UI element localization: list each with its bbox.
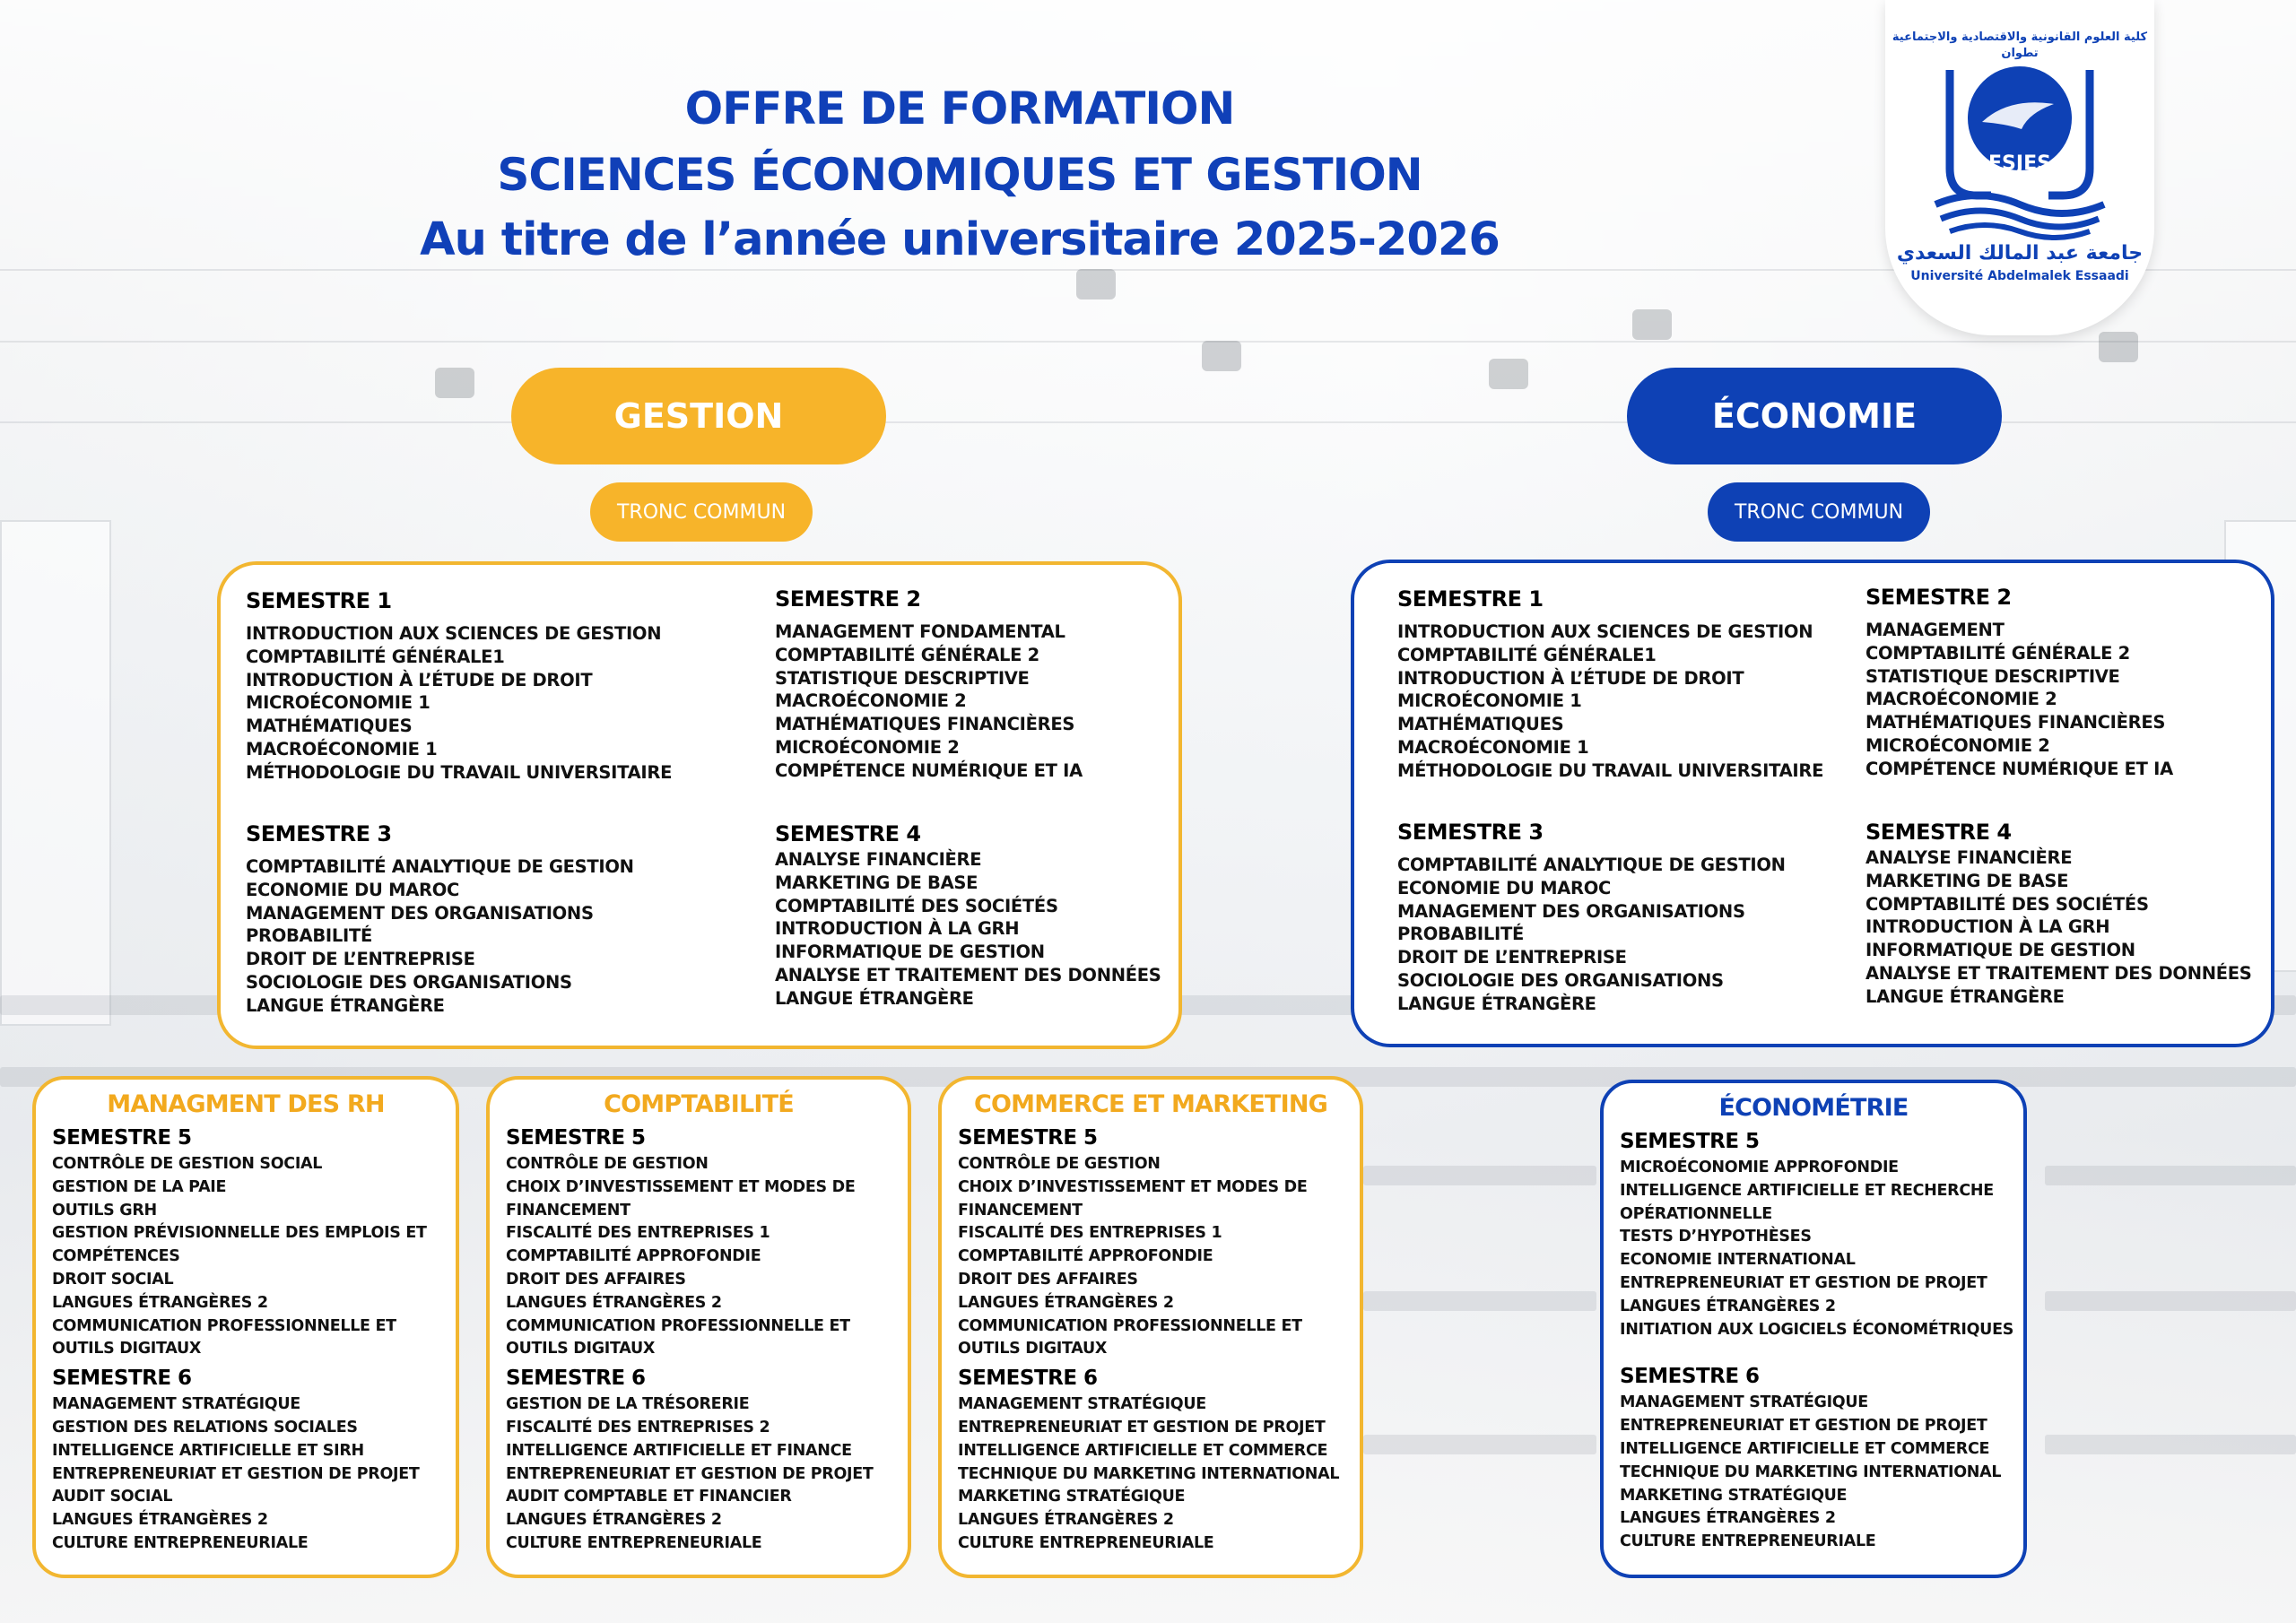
course-item: TESTS D’HYPOTHÈSES — [1620, 1228, 1812, 1246]
course-item: MARKETING STRATÉGIQUE — [958, 1488, 1186, 1506]
specialization-comptabilite-box — [486, 1076, 911, 1578]
course-item: PROBABILITÉ — [246, 925, 372, 947]
course-item: ANALYSE FINANCIÈRE — [1866, 847, 2073, 868]
logo-arabic-university: جامعة عبد المالك السعدي — [1896, 242, 2144, 265]
course-item: INITIATION AUX LOGICIELS ÉCONOMÉTRIQUES — [1620, 1320, 2014, 1339]
course-item: AUDIT COMPTABLE ET FINANCIER — [506, 1488, 792, 1506]
semester-title: SEMESTRE 5 — [958, 1126, 1098, 1150]
course-item: TECHNIQUE DU MARKETING INTERNATIONAL — [1620, 1462, 2002, 1481]
course-item: INFORMATIQUE DE GESTION — [775, 942, 1045, 963]
semester-title: SEMESTRE 2 — [1866, 585, 2012, 610]
course-item: MICROÉCONOMIE 1 — [1397, 690, 1582, 712]
course-item: ANALYSE ET TRAITEMENT DES DONNÉES — [1866, 962, 2252, 984]
course-item: INFORMATIQUE DE GESTION — [1866, 940, 2135, 961]
course-item: FISCALITÉ DES ENTREPRISES 1 — [506, 1224, 770, 1243]
course-item: MATHÉMATIQUES FINANCIÈRES — [1866, 712, 2166, 733]
course-item: DROIT DES AFFAIRES — [958, 1270, 1138, 1289]
course-item: STATISTIQUE DESCRIPTIVE — [775, 667, 1030, 689]
course-item: COMMUNICATION PROFESSIONNELLE ET OUTILS DIGITAUX — [52, 1316, 396, 1358]
page-title-line2: SCIENCES ÉCONOMIQUES ET GESTION — [497, 149, 1422, 201]
course-item: PROBABILITÉ — [1397, 924, 1524, 945]
course-item: LANGUES ÉTRANGÈRES 2 — [506, 1293, 722, 1312]
semester-title: SEMESTRE 5 — [52, 1126, 192, 1150]
gestion-tronc-commun-pill: TRONC COMMUN — [590, 482, 813, 542]
course-item: MATHÉMATIQUES — [1397, 714, 1564, 735]
course-item: GESTION PRÉVISIONNELLE DES EMPLOIS ET COMPÉTENCES — [52, 1224, 427, 1266]
course-item: MANAGEMENT DES ORGANISATIONS — [1397, 900, 1745, 922]
economie-tronc-commun-pill: TRONC COMMUN — [1708, 482, 1930, 542]
course-item: GESTION DE LA PAIE — [52, 1177, 227, 1196]
semester-title: SEMESTRE 6 — [506, 1367, 646, 1391]
course-item: ENTREPRENEURIAT ET GESTION DE PROJET — [958, 1418, 1326, 1436]
semester-title: SEMESTRE 3 — [246, 821, 392, 846]
course-item: MARKETING DE BASE — [775, 872, 978, 893]
course-item: LANGUES ÉTRANGÈRES 2 — [958, 1511, 1174, 1530]
course-item: SOCIOLOGIE DES ORGANISATIONS — [246, 971, 572, 993]
course-item: LANGUES ÉTRANGÈRES 2 — [958, 1293, 1174, 1312]
course-item: COMPTABILITÉ DES SOCIÉTÉS — [775, 895, 1058, 916]
course-item: MÉTHODOLOGIE DU TRAVAIL UNIVERSITAIRE — [246, 761, 673, 783]
course-item: ECONOMIE DU MAROC — [246, 879, 459, 900]
course-item: ENTREPRENEURIAT ET GESTION DE PROJET — [1620, 1273, 1987, 1292]
course-item: LANGUES ÉTRANGÈRES 2 — [1620, 1509, 1836, 1528]
gestion-semester-3 — [246, 821, 634, 1018]
course-item: ENTREPRENEURIAT ET GESTION DE PROJET — [506, 1464, 874, 1483]
semester-title: SEMESTRE 6 — [958, 1367, 1098, 1391]
course-item: COMPTABILITÉ ANALYTIQUE DE GESTION — [1397, 855, 1786, 875]
course-item: LANGUES ÉTRANGÈRES 2 — [506, 1511, 722, 1530]
course-item: ECONOMIE DU MAROC — [1397, 877, 1611, 898]
logo-city: TETOUAN — [1991, 174, 2048, 187]
economie-semester-3 — [1397, 820, 1786, 1016]
specialization-title: COMMERCE ET MARKETING — [973, 1090, 1327, 1118]
course-item: INTELLIGENCE ARTIFICIELLE ET COMMERCE — [1620, 1439, 1990, 1458]
semester-title: SEMESTRE 3 — [1397, 820, 1544, 845]
course-item: DROIT DES AFFAIRES — [506, 1270, 686, 1289]
semester-title: SEMESTRE 4 — [1866, 820, 2012, 845]
course-item: MICROÉCONOMIE APPROFONDIE — [1620, 1159, 1899, 1176]
course-item: MATHÉMATIQUES — [246, 716, 413, 737]
logo-university-name: Université Abdelmalek Essaadi — [1910, 269, 2129, 283]
course-item: SOCIOLOGIE DES ORGANISATIONS — [1397, 969, 1724, 991]
course-item: COMPTABILITÉ GÉNÉRALE 2 — [775, 644, 1039, 665]
page-title-line1: OFFRE DE FORMATION — [684, 82, 1235, 135]
course-item: INTRODUCTION À LA GRH — [775, 918, 1020, 940]
economie-pill: ÉCONOMIE — [1627, 368, 2002, 464]
course-item: ENTREPRENEURIAT ET GESTION DE PROJET — [1620, 1417, 1987, 1436]
economie-tronc-commun-box — [1351, 560, 2274, 1047]
course-item: CULTURE ENTREPRENEURIALE — [52, 1533, 309, 1552]
course-item: TECHNIQUE DU MARKETING INTERNATIONAL — [958, 1464, 1340, 1483]
course-item: MACROÉCONOMIE 1 — [246, 738, 438, 759]
course-item: MARKETING STRATÉGIQUE — [1620, 1486, 1848, 1505]
course-item: COMMUNICATION PROFESSIONNELLE ET OUTILS DIGITAUX — [958, 1316, 1302, 1358]
course-item: MICROÉCONOMIE 2 — [775, 736, 960, 758]
semester-title: SEMESTRE 4 — [775, 821, 921, 846]
course-item: FISCALITÉ DES ENTREPRISES 2 — [506, 1418, 770, 1436]
course-item: MICROÉCONOMIE 1 — [246, 692, 430, 714]
course-item: MÉTHODOLOGIE DU TRAVAIL UNIVERSITAIRE — [1397, 759, 1824, 781]
logo-arabic-faculty: كلية العلوم القانونية والاقتصادية والاجتماعية — [1892, 30, 2148, 44]
course-item: OUTILS GRH — [52, 1201, 157, 1219]
logo-emblem-icon — [1928, 61, 2111, 240]
semester-title: SEMESTRE 5 — [506, 1126, 646, 1150]
semester-title: SEMESTRE 5 — [1620, 1130, 1760, 1153]
course-item: GESTION DE LA TRÉSORERIE — [506, 1395, 750, 1414]
logo-arabic-city: تطوان — [2001, 47, 2039, 60]
course-item: ENTREPRENEURIAT ET GESTION DE PROJET — [52, 1464, 420, 1483]
specialization-title: ÉCONOMÉTRIE — [1718, 1094, 1909, 1122]
course-item: CONTRÔLE DE GESTION SOCIAL — [52, 1155, 323, 1173]
semester-title: SEMESTRE 6 — [1620, 1365, 1760, 1389]
economie-semester-4 — [1866, 820, 2252, 1009]
course-item: STATISTIQUE DESCRIPTIVE — [1866, 665, 2120, 687]
course-item: MACROÉCONOMIE 2 — [1866, 689, 2057, 710]
course-item: ECONOMIE INTERNATIONAL — [1620, 1251, 1856, 1270]
course-item: LANGUES ÉTRANGÈRES 2 — [1620, 1297, 1836, 1315]
course-item: AUDIT SOCIAL — [52, 1488, 173, 1506]
course-item: LANGUE ÉTRANGÈRE — [1866, 985, 2065, 1007]
specialization-econometrie-box — [1600, 1080, 2027, 1578]
course-item: MANAGEMENT STRATÉGIQUE — [1620, 1393, 1868, 1412]
course-item: DROIT SOCIAL — [52, 1270, 174, 1289]
university-logo — [1885, 0, 2154, 335]
specialization-title: MANAGMENT DES RH — [107, 1090, 385, 1118]
course-item: COMPTABILITÉ ANALYTIQUE DE GESTION — [246, 856, 634, 877]
course-item: INTELLIGENCE ARTIFICIELLE ET RECHERCHE OPÉRATIONNELLE — [1620, 1181, 1994, 1223]
gestion-tronc-commun-box — [217, 561, 1182, 1049]
course-item: CULTURE ENTREPRENEURIALE — [1620, 1532, 1876, 1551]
course-item: COMPTABILITÉ GÉNÉRALE1 — [246, 646, 505, 667]
course-item: DROIT DE L’ENTREPRISE — [1397, 947, 1627, 968]
course-item: COMPTABILITÉ DES SOCIÉTÉS — [1866, 893, 2149, 915]
course-item: DROIT DE L’ENTREPRISE — [246, 949, 475, 970]
course-item: INTRODUCTION À LA GRH — [1866, 916, 2110, 938]
course-item: INTRODUCTION À L’ÉTUDE DE DROIT — [246, 669, 593, 690]
logo-acronym: FSJES — [1988, 152, 2051, 175]
semester-title: SEMESTRE 1 — [1397, 586, 1544, 612]
course-item: INTRODUCTION AUX SCIENCES DE GESTION — [246, 623, 662, 644]
course-item: MANAGEMENT FONDAMENTAL — [775, 621, 1065, 642]
course-item: CULTURE ENTREPRENEURIALE — [958, 1533, 1214, 1552]
course-item: COMPÉTENCE NUMÉRIQUE ET IA — [1866, 758, 2173, 779]
gestion-semester-2 — [775, 586, 1083, 783]
course-item: COMPTABILITÉ GÉNÉRALE1 — [1397, 644, 1657, 665]
gestion-pill: GESTION — [511, 368, 886, 464]
course-item: CONTRÔLE DE GESTION — [958, 1155, 1161, 1173]
course-item: MANAGEMENT STRATÉGIQUE — [52, 1395, 300, 1414]
specialization-rh-box — [32, 1076, 459, 1578]
course-item: ANALYSE ET TRAITEMENT DES DONNÉES — [775, 964, 1161, 985]
course-item: INTELLIGENCE ARTIFICIELLE ET COMMERCE — [958, 1441, 1328, 1460]
course-item: ANALYSE FINANCIÈRE — [775, 849, 982, 870]
specialization-commerce-marketing-box — [938, 1076, 1363, 1578]
specialization-title: COMPTABILITÉ — [604, 1090, 794, 1118]
course-item: MATHÉMATIQUES FINANCIÈRES — [775, 714, 1075, 735]
course-item: GESTION DES RELATIONS SOCIALES — [52, 1418, 358, 1436]
course-item: LANGUE ÉTRANGÈRE — [775, 987, 974, 1009]
economie-semester-1 — [1397, 586, 1823, 783]
economie-semester-2 — [1866, 585, 2173, 781]
course-item: INTELLIGENCE ARTIFICIELLE ET SIRH — [52, 1441, 364, 1460]
course-item: COMPTABILITÉ GÉNÉRALE 2 — [1866, 642, 2130, 664]
course-item: COMPÉTENCE NUMÉRIQUE ET IA — [775, 759, 1083, 781]
course-item: LANGUE ÉTRANGÈRE — [246, 994, 445, 1016]
gestion-semester-1 — [246, 588, 672, 785]
course-item: CONTRÔLE DE GESTION — [506, 1155, 709, 1173]
course-item: MANAGEMENT DES ORGANISATIONS — [246, 902, 594, 924]
course-item: MICROÉCONOMIE 2 — [1866, 734, 2050, 756]
semester-title: SEMESTRE 1 — [246, 588, 392, 613]
course-item: MANAGEMENT — [1866, 620, 2005, 640]
course-item: INTRODUCTION À L’ÉTUDE DE DROIT — [1397, 667, 1744, 689]
course-item: COMPTABILITÉ APPROFONDIE — [506, 1247, 761, 1266]
course-item: MACROÉCONOMIE 2 — [775, 690, 967, 712]
semester-title: SEMESTRE 6 — [52, 1367, 192, 1391]
semester-title: SEMESTRE 2 — [775, 586, 921, 612]
course-item: LANGUE ÉTRANGÈRE — [1397, 993, 1596, 1014]
page-subtitle: Au titre de l’année universitaire 2025-2026 — [420, 213, 1500, 266]
course-item: CHOIX D’INVESTISSEMENT ET MODES DE FINANCEMENT — [958, 1177, 1308, 1219]
course-item: MACROÉCONOMIE 1 — [1397, 736, 1589, 758]
course-item: COMMUNICATION PROFESSIONNELLE ET OUTILS DIGITAUX — [506, 1316, 850, 1358]
course-item: CHOIX D’INVESTISSEMENT ET MODES DE FINANCEMENT — [506, 1177, 856, 1219]
course-item: LANGUES ÉTRANGÈRES 2 — [52, 1293, 268, 1312]
course-item: CULTURE ENTREPRENEURIALE — [506, 1533, 762, 1552]
course-item: INTELLIGENCE ARTIFICIELLE ET FINANCE — [506, 1441, 852, 1460]
course-item: COMPTABILITÉ APPROFONDIE — [958, 1247, 1213, 1266]
course-item: INTRODUCTION AUX SCIENCES DE GESTION — [1397, 621, 1813, 642]
gestion-semester-4 — [775, 821, 1161, 1011]
course-item: MANAGEMENT STRATÉGIQUE — [958, 1395, 1206, 1414]
course-item: MARKETING DE BASE — [1866, 870, 2069, 891]
course-item: LANGUES ÉTRANGÈRES 2 — [52, 1511, 268, 1530]
course-item: FISCALITÉ DES ENTREPRISES 1 — [958, 1224, 1222, 1243]
